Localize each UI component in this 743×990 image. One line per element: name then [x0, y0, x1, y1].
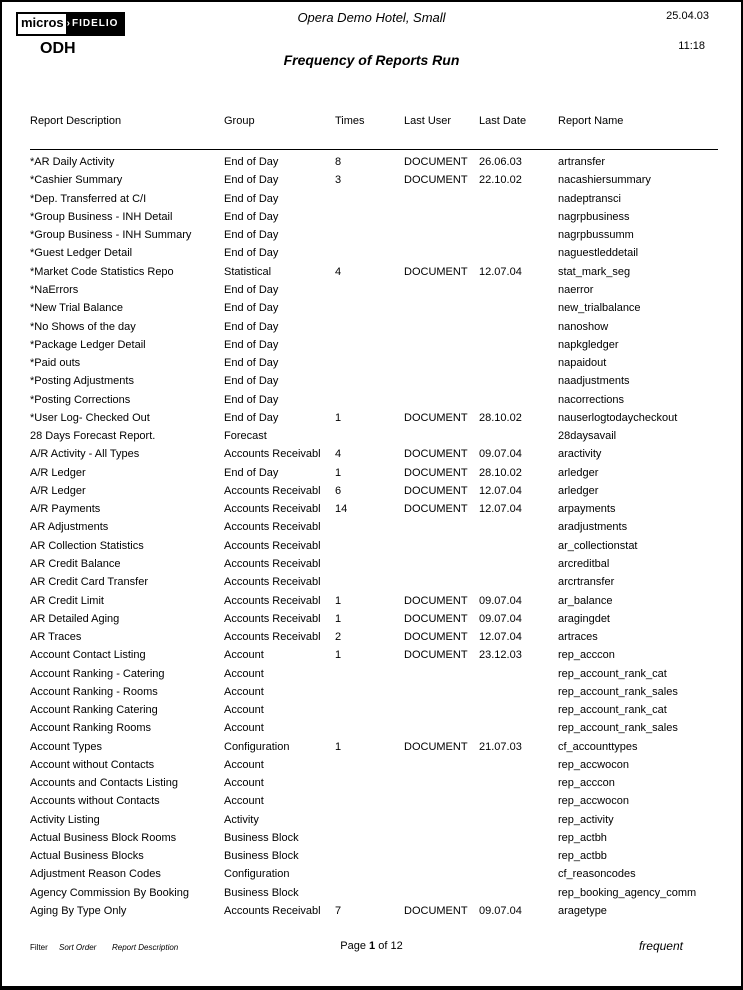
cell-report-name: rep_accwocon: [558, 795, 629, 808]
cell-report-description: Account Types: [30, 740, 102, 753]
cell-report-name: naerror: [558, 283, 594, 296]
cell-report-description: A/R Ledger: [30, 484, 86, 497]
cell-group: End of Day: [224, 283, 279, 296]
cell-report-name: rep_booking_agency_comm: [558, 886, 697, 899]
cell-report-name: rep_account_rank_cat: [558, 704, 667, 717]
cell-group: Accounts Receivabl: [224, 576, 321, 589]
cell-report-name: artransfer: [558, 156, 606, 169]
table-row: [30, 646, 715, 664]
cell-report-name: rep_acccon: [558, 649, 615, 662]
cell-report-description: Agency Commission By Booking: [30, 886, 189, 899]
cell-group: Configuration: [224, 740, 290, 753]
cell-report-description: *AR Daily Activity: [30, 156, 115, 169]
cell-report-name: nagrpbusiness: [558, 210, 630, 223]
cell-group: End of Day: [224, 338, 279, 351]
cell-group: Account: [224, 667, 264, 680]
cell-group: Account: [224, 722, 264, 735]
chevron-right-icon: ›: [66, 18, 71, 29]
table-header: [30, 115, 715, 127]
page-number: 1: [369, 940, 376, 952]
cell-last-user: DOCUMENT: [404, 740, 468, 753]
footer-filter-label: Filter: [30, 943, 48, 952]
cell-group: End of Day: [224, 247, 279, 260]
cell-last-user: DOCUMENT: [404, 612, 468, 625]
table-row: [30, 464, 715, 482]
cell-report-name: arledger: [558, 484, 599, 497]
cell-last-user: DOCUMENT: [404, 265, 468, 278]
cell-report-name: naadjustments: [558, 375, 630, 388]
table-row: [30, 610, 715, 628]
table-row: [30, 829, 715, 847]
cell-last-user: DOCUMENT: [404, 174, 468, 187]
cell-group: Business Block: [224, 850, 299, 863]
table-row: [30, 865, 715, 883]
cell-report-name: aragetype: [558, 905, 607, 918]
cell-times: 1: [335, 411, 342, 424]
report-file-name: frequent: [638, 939, 683, 953]
cell-report-description: *Paid outs: [30, 357, 81, 370]
cell-group: End of Day: [224, 320, 279, 333]
cell-last-date: 22.10.02: [479, 174, 522, 187]
table-row: [30, 902, 715, 920]
cell-report-name: rep_account_rank_cat: [558, 667, 667, 680]
cell-report-description: AR Credit Card Transfer: [30, 576, 148, 589]
cell-last-date: 12.07.04: [479, 631, 522, 644]
logo-fidelio-label: FIDELIO: [71, 18, 119, 29]
table-row: [30, 811, 715, 829]
column-header-report-description: Report Description: [30, 115, 122, 127]
cell-last-user: DOCUMENT: [404, 156, 468, 169]
cell-report-description: AR Collection Statistics: [30, 539, 144, 552]
cell-report-name: nauserlogtodaycheckout: [558, 411, 678, 424]
cell-last-date: 09.07.04: [479, 594, 522, 607]
cell-report-name: rep_account_rank_sales: [558, 685, 678, 698]
table-row: [30, 738, 715, 756]
cell-last-date: 12.07.04: [479, 265, 522, 278]
cell-last-user: DOCUMENT: [404, 411, 468, 424]
cell-report-name: rep_accwocon: [558, 758, 629, 771]
cell-group: Account: [224, 795, 264, 808]
table-row: [30, 628, 715, 646]
cell-group: Activity: [224, 813, 259, 826]
cell-times: 4: [335, 448, 342, 461]
cell-report-description: *Market Code Statistics Repo: [30, 265, 174, 278]
cell-report-description: Account Ranking Catering: [30, 704, 158, 717]
cell-report-name: nadeptransci: [558, 192, 621, 205]
table-row: [30, 573, 715, 591]
table-row: [30, 537, 715, 555]
column-header-last-date: Last Date: [479, 115, 527, 127]
cell-report-name: aragingdet: [558, 612, 610, 625]
cell-report-description: Account Ranking - Rooms: [30, 685, 158, 698]
cell-times: 6: [335, 484, 342, 497]
table-row: [30, 555, 715, 573]
cell-group: Accounts Receivabl: [224, 484, 321, 497]
table-row: [30, 299, 715, 317]
page-indicator: [2, 940, 741, 952]
cell-group: End of Day: [224, 393, 279, 406]
cell-times: 1: [335, 740, 342, 753]
table-row: [30, 153, 715, 171]
cell-report-name: new_trialbalance: [558, 302, 641, 315]
table-row: [30, 482, 715, 500]
cell-report-description: AR Credit Balance: [30, 557, 121, 570]
cell-group: End of Day: [224, 302, 279, 315]
cell-report-description: Account without Contacts: [30, 758, 155, 771]
cell-last-user: DOCUMENT: [404, 905, 468, 918]
table-row: [30, 208, 715, 226]
cell-report-description: *Posting Corrections: [30, 393, 131, 406]
cell-group: Account: [224, 777, 264, 790]
column-header-group: Group: [224, 115, 255, 127]
cell-report-name: artraces: [558, 631, 598, 644]
table-row: [30, 500, 715, 518]
table-row: [30, 445, 715, 463]
cell-report-name: rep_actbh: [558, 831, 607, 844]
cell-report-description: *New Trial Balance: [30, 302, 123, 315]
cell-group: Accounts Receivabl: [224, 905, 321, 918]
table-row: [30, 847, 715, 865]
cell-last-date: 09.07.04: [479, 448, 522, 461]
cell-report-name: napkgledger: [558, 338, 619, 351]
cell-report-description: *NaErrors: [30, 283, 79, 296]
table-row: [30, 792, 715, 810]
cell-last-user: DOCUMENT: [404, 484, 468, 497]
cell-report-name: arcreditbal: [558, 557, 610, 570]
cell-report-description: A/R Ledger: [30, 466, 86, 479]
table-row: [30, 190, 715, 208]
cell-report-name: cf_accounttypes: [558, 740, 638, 753]
table-row: [30, 701, 715, 719]
cell-group: Business Block: [224, 831, 299, 844]
cell-group: Accounts Receivabl: [224, 448, 321, 461]
cell-report-name: naguestleddetail: [558, 247, 639, 260]
column-header-last-user: Last User: [404, 115, 452, 127]
cell-report-name: aradjustments: [558, 521, 628, 534]
cell-report-description: Account Contact Listing: [30, 649, 146, 662]
footer-sort-order-value: Report Description: [112, 943, 179, 952]
cell-report-name: arpayments: [558, 503, 616, 516]
cell-times: 2: [335, 631, 342, 644]
cell-report-name: ar_balance: [558, 594, 613, 607]
column-header-times: Times: [335, 115, 365, 127]
cell-report-name: rep_actbb: [558, 850, 607, 863]
cell-last-date: 21.07.03: [479, 740, 522, 753]
cell-report-description: Account Ranking - Catering: [30, 667, 165, 680]
run-time: 11:18: [678, 40, 705, 52]
cell-report-description: Adjustment Reason Codes: [30, 868, 161, 881]
cell-report-description: Account Ranking Rooms: [30, 722, 152, 735]
cell-group: Accounts Receivabl: [224, 631, 321, 644]
cell-report-name: nacashiersummary: [558, 174, 651, 187]
cell-times: 1: [335, 466, 342, 479]
cell-report-description: AR Detailed Aging: [30, 612, 120, 625]
table-row: [30, 518, 715, 536]
footer-sort-order-label: Sort Order: [59, 943, 97, 952]
cell-group: Forecast: [224, 430, 267, 443]
cell-report-description: Actual Business Block Rooms: [30, 831, 177, 844]
table-row: [30, 372, 715, 390]
cell-last-date: 12.07.04: [479, 484, 522, 497]
table-row: [30, 409, 715, 427]
cell-report-name: 28daysavail: [558, 430, 617, 443]
table-row: [30, 263, 715, 281]
logo-micros-text: micros: [18, 14, 66, 34]
cell-group: Accounts Receivabl: [224, 503, 321, 516]
cell-last-user: DOCUMENT: [404, 631, 468, 644]
cell-report-name: napaidout: [558, 357, 607, 370]
cell-last-user: DOCUMENT: [404, 448, 468, 461]
cell-last-user: DOCUMENT: [404, 466, 468, 479]
cell-times: 14: [335, 503, 348, 516]
cell-report-name: arcrtransfer: [558, 576, 615, 589]
cell-group: End of Day: [224, 174, 279, 187]
cell-report-description: A/R Activity - All Types: [30, 448, 140, 461]
cell-times: 8: [335, 156, 342, 169]
cell-report-name: rep_activity: [558, 813, 614, 826]
cell-report-description: Activity Listing: [30, 813, 100, 826]
cell-last-date: 09.07.04: [479, 612, 522, 625]
cell-group: Statistical: [224, 265, 272, 278]
cell-group: Configuration: [224, 868, 290, 881]
cell-report-name: arledger: [558, 466, 599, 479]
cell-report-description: *Guest Ledger Detail: [30, 247, 133, 260]
run-date: 25.04.03: [666, 10, 709, 22]
cell-report-name: nagrpbussumm: [558, 229, 634, 242]
cell-last-user: DOCUMENT: [404, 503, 468, 516]
cell-group: End of Day: [224, 375, 279, 388]
cell-report-description: A/R Payments: [30, 503, 101, 516]
cell-group: Account: [224, 758, 264, 771]
table-row: [30, 756, 715, 774]
table-row: [30, 244, 715, 262]
cell-times: 1: [335, 612, 342, 625]
cell-group: Account: [224, 649, 264, 662]
page-label-prefix: Page: [340, 940, 366, 952]
cell-group: End of Day: [224, 357, 279, 370]
cell-last-date: 26.06.03: [479, 156, 522, 169]
cell-report-description: *Dep. Transferred at C/I: [30, 192, 147, 205]
cell-report-name: ar_collectionstat: [558, 539, 638, 552]
cell-group: Account: [224, 704, 264, 717]
table-row: [30, 683, 715, 701]
cell-times: 1: [335, 649, 342, 662]
cell-report-description: 28 Days Forecast Report.: [30, 430, 156, 443]
table-body: [2, 153, 741, 920]
cell-group: Business Block: [224, 886, 299, 899]
cell-group: Accounts Receivabl: [224, 594, 321, 607]
cell-report-description: *Package Ledger Detail: [30, 338, 146, 351]
cell-group: End of Day: [224, 192, 279, 205]
cell-last-date: 09.07.04: [479, 905, 522, 918]
cell-report-description: *Group Business - INH Summary: [30, 229, 192, 242]
cell-group: End of Day: [224, 210, 279, 223]
table-row: [30, 317, 715, 335]
cell-group: Accounts Receivabl: [224, 521, 321, 534]
cell-report-description: Aging By Type Only: [30, 905, 127, 918]
cell-report-description: Accounts and Contacts Listing: [30, 777, 178, 790]
cell-report-name: rep_acccon: [558, 777, 615, 790]
hotel-name-title: Opera Demo Hotel, Small: [297, 10, 446, 25]
property-code: ODH: [40, 40, 76, 57]
cell-report-description: *User Log- Checked Out: [30, 411, 150, 424]
cell-group: Accounts Receivabl: [224, 539, 321, 552]
cell-report-description: *No Shows of the day: [30, 320, 136, 333]
cell-last-date: 23.12.03: [479, 649, 522, 662]
cell-last-date: 28.10.02: [479, 466, 522, 479]
cell-group: End of Day: [224, 466, 279, 479]
cell-report-description: Actual Business Blocks: [30, 850, 144, 863]
table-row: [30, 774, 715, 792]
cell-times: 3: [335, 174, 342, 187]
table-row: [30, 884, 715, 902]
cell-report-description: AR Adjustments: [30, 521, 109, 534]
cell-last-user: DOCUMENT: [404, 649, 468, 662]
cell-group: Account: [224, 685, 264, 698]
cell-report-description: AR Traces: [30, 631, 82, 644]
cell-times: 1: [335, 594, 342, 607]
cell-report-description: *Group Business - INH Detail: [30, 210, 173, 223]
page-label-suffix: of 12: [378, 940, 403, 952]
table-row: [30, 354, 715, 372]
cell-times: 7: [335, 905, 342, 918]
cell-report-name: rep_account_rank_sales: [558, 722, 678, 735]
table-row: [30, 427, 715, 445]
cell-report-name: nacorrections: [558, 393, 625, 406]
cell-report-name: aractivity: [558, 448, 602, 461]
cell-last-date: 28.10.02: [479, 411, 522, 424]
table-row: [30, 719, 715, 737]
cell-report-description: Accounts without Contacts: [30, 795, 160, 808]
cell-last-user: DOCUMENT: [404, 594, 468, 607]
table-row: [30, 171, 715, 189]
cell-report-name: stat_mark_seg: [558, 265, 631, 278]
cell-group: End of Day: [224, 229, 279, 242]
table-row: [30, 591, 715, 609]
table-row: [30, 390, 715, 408]
cell-group: Accounts Receivabl: [224, 557, 321, 570]
cell-report-name: cf_reasoncodes: [558, 868, 636, 881]
table-row: [30, 664, 715, 682]
header-divider-line: [30, 149, 718, 150]
cell-group: End of Day: [224, 156, 279, 169]
cell-times: 4: [335, 265, 342, 278]
cell-group: End of Day: [224, 411, 279, 424]
report-title: Frequency of Reports Run: [283, 52, 460, 68]
cell-report-description: *Cashier Summary: [30, 174, 123, 187]
cell-report-description: *Posting Adjustments: [30, 375, 134, 388]
cell-report-description: AR Credit Limit: [30, 594, 104, 607]
cell-last-date: 12.07.04: [479, 503, 522, 516]
table-row: [30, 226, 715, 244]
cell-report-name: nanoshow: [558, 320, 609, 333]
table-row: [30, 336, 715, 354]
cell-group: Accounts Receivabl: [224, 612, 321, 625]
table-row: [30, 281, 715, 299]
column-header-report-name: Report Name: [558, 115, 624, 127]
